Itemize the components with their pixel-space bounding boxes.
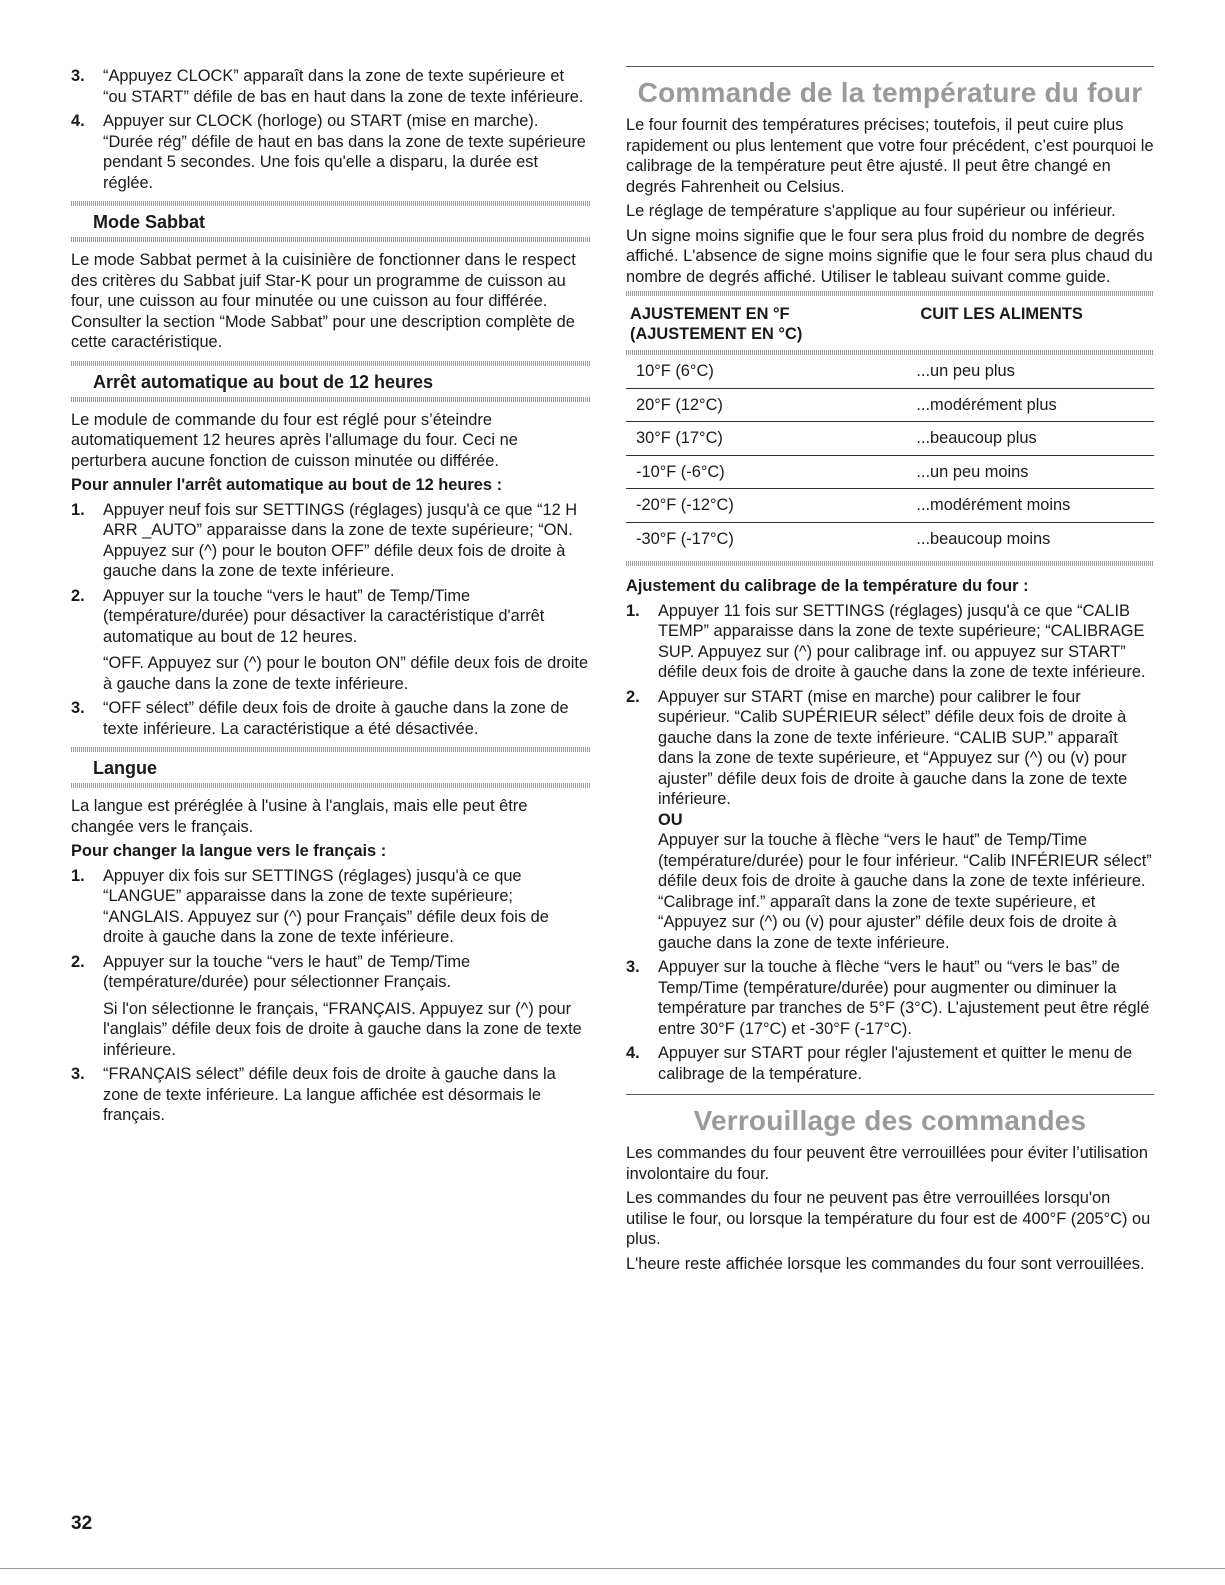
step-number: 3. <box>71 67 85 85</box>
step-number: 1. <box>71 866 85 885</box>
langue-subtitle: Pour changer la langue vers le français : <box>71 842 387 860</box>
table-row <box>626 489 1154 523</box>
divider <box>626 291 1154 296</box>
lock-paragraph-2: Les commandes du four ne peuvent pas être verrouillées lorsqu'on utilise le four, ou lorsque la température du four est de 400°F (205°C) ou plus. <box>626 1189 1151 1248</box>
table-row <box>626 388 1154 422</box>
table-row <box>626 355 1154 388</box>
langue-heading-block <box>71 747 591 788</box>
calibration-subtitle: Ajustement du calibrage de la température du four : <box>626 577 1029 595</box>
list-item <box>71 111 591 193</box>
sabbat-heading: Mode Sabbat <box>93 212 206 232</box>
step-number: 1. <box>71 500 85 519</box>
right-column <box>626 66 1154 1278</box>
table-header-row <box>626 304 1154 350</box>
lock-paragraph-3: L'heure reste affichée lorsque les commandes du four sont verrouillées. <box>626 1254 1145 1273</box>
list-item <box>71 66 591 107</box>
list-item <box>71 1064 591 1126</box>
section-rule <box>626 66 1154 67</box>
list-item <box>626 957 1154 1039</box>
step-alt-text: Appuyer sur la touche à flèche “vers le haut” de Temp/Time (température/durée) pour le four inférieur. “Calib INFÉRIEUR sélect” défile deux fois de droite à gauche dans la zone de texte inférieure. “Calibrage inf.” apparaît dans la zone de texte supérieure, et “Appuyez sur (^) ou (v) pour ajuster” défile deux fois de droite à gauche dans la zone de texte inférieure. <box>658 831 1152 952</box>
step-text: “OFF sélect” défile deux fois de droite à gauche dans la zone de texte inférieure. La caractéristique a été désactivée. <box>103 699 569 738</box>
list-item <box>71 952 591 1061</box>
divider <box>71 783 591 788</box>
step-text: “Appuyez CLOCK” apparaît dans la zone de texte supérieure et “ou START” défile de bas en haut dans la zone de texte inférieure. <box>103 67 584 106</box>
langue-steps <box>71 866 591 1126</box>
cell-food: ...modérément plus <box>916 388 1154 422</box>
cell-food: ...beaucoup moins <box>916 529 1051 548</box>
list-item <box>71 586 591 695</box>
step-number: 2. <box>71 952 85 971</box>
list-item <box>626 601 1154 683</box>
step-number: 2. <box>71 586 85 605</box>
step-number: 1. <box>626 601 640 620</box>
step-text: Appuyer neuf fois sur SETTINGS (réglages) jusqu'à ce que “12 H ARR _AUTO” apparaisse dans la zone de texte supérieure; “ON. Appuyez sur (^) pour le bouton OFF” défile deux fois de droite à gauche dans la zone de texte inférieure. <box>103 500 578 580</box>
step-text: Appuyer sur la touche “vers le haut” de Temp/Time (température/durée) pour désactiver la caractéristique d'arrêt automatique au bout de 12 heures. <box>103 586 545 646</box>
step-text: Appuyer 11 fois sur SETTINGS (réglages) jusqu'à ce que “CALIB TEMP” apparaisse dans la zone de texte supérieure; “CALIBRAGE SUP. Appuyez sur (^) pour calibrage inf. ou appuyez sur START” défile deux fois de droite à gauche dans la zone de texte inférieure. <box>658 601 1146 681</box>
step-text: “FRANÇAIS sélect” défile deux fois de droite à gauche dans la zone de texte inférieure. La langue affichée est désormais le français. <box>103 1065 556 1124</box>
step-number: 3. <box>71 699 85 717</box>
table-header-food: CUIT LES ALIMENTS <box>920 305 1083 323</box>
table-row <box>626 455 1154 489</box>
cell-adjustment: -20°F (-12°C) <box>626 489 916 523</box>
step-subtext: Si l'on sélectionne le français, “FRANÇAIS. Appuyez sur (^) pour l'anglais” défile deux fois de droite à gauche dans la zone de texte inférieure. <box>103 999 582 1059</box>
temp-paragraph-1: Le four fournit des températures précises; toutefois, il peut cuire plus rapidement ou plus lentement que votre four précédent, c’est pourquoi le calibrage de la température peut être ajusté. Il peut être changé en degrés Fahrenheit ou Celsius. <box>626 116 1154 196</box>
arret-heading: Arrêt automatique au bout de 12 heures <box>93 371 434 392</box>
arret-steps <box>71 500 591 740</box>
header-line-c: (AJUSTEMENT EN °C) <box>630 325 803 343</box>
calibration-steps <box>626 601 1154 1085</box>
divider <box>71 237 591 242</box>
step-text: Appuyer sur la touche “vers le haut” de Temp/Time (température/durée) pour sélectionner Français. <box>103 952 471 991</box>
step-subtext: “OFF. Appuyez sur (^) pour le bouton ON” défile deux fois de droite à gauche dans la zone de texte inférieure. <box>103 654 589 693</box>
table-row <box>626 422 1154 456</box>
step-number: 3. <box>71 1065 85 1083</box>
step-text: Appuyer sur la touche à flèche “vers le haut” ou “vers le bas” de Temp/Time (température/durée) pour augmenter ou diminuer la température par tranches de 5°F (3°C). L’ajustement peut être réglé entre 30°F (17°C) et -30°F (-17°C). <box>658 958 1150 1038</box>
step-text: Appuyer sur CLOCK (horloge) ou START (mise en marche). “Durée rég” défile de haut en bas dans la zone de texte supérieure pendant 5 secondes. Une fois qu'elle a disparu, la durée est réglée. <box>103 112 586 192</box>
arret-subtitle: Pour annuler l'arrêt automatique au bout de 12 heures : <box>71 476 503 494</box>
temp-section-title: Commande de la température du four <box>637 77 1143 108</box>
table-row <box>626 522 1154 555</box>
langue-heading: Langue <box>93 758 158 778</box>
sabbat-text: Le mode Sabbat permet à la cuisinière de fonctionner dans le respect des critères du Sabbat juif Star-K pour un programme de cuisson au four, une cuisson au four minutée ou une cuisson au four différée. Consulter la section “Mode Sabbat” pour une description complète de cette caractéristique. <box>71 251 576 351</box>
sabbat-heading-block <box>71 201 591 242</box>
cell-adjustment: -10°F (-6°C) <box>626 455 916 489</box>
calibration-table <box>626 304 1154 555</box>
or-label: OU <box>658 810 683 829</box>
section-rule <box>626 1094 1154 1095</box>
lock-paragraph-1: Les commandes du four peuvent être verrouillées pour éviter l’utilisation involontaire du four. <box>626 1144 1149 1183</box>
lock-section-title: Verrouillage des commandes <box>693 1105 1087 1136</box>
step-number: 4. <box>71 112 85 130</box>
list-item <box>71 866 591 948</box>
header-line-f: AJUSTEMENT EN °F <box>630 305 790 323</box>
divider <box>626 561 1154 566</box>
cell-food: ...un peu moins <box>916 455 1154 489</box>
temp-paragraph-3: Un signe moins signifie que le four sera plus froid du nombre de degrés affiché. L'absence de signe moins signifie que le four sera plus chaud du nombre de degrés affiché. Utiliser le tableau suivant comme guide. <box>626 226 1153 286</box>
cell-adjustment: 30°F (17°C) <box>626 422 916 456</box>
cell-food: ...beaucoup plus <box>916 422 1154 456</box>
step-number: 3. <box>626 958 640 976</box>
table-header-adjustment <box>626 304 916 350</box>
page-number: 32 <box>71 1513 93 1534</box>
cell-food: ...modérément moins <box>916 489 1154 523</box>
cell-adjustment: 10°F (6°C) <box>626 355 916 388</box>
left-column <box>71 66 591 1130</box>
step-text: Appuyer sur START pour régler l'ajustement et quitter le menu de calibrage de la température. <box>658 1044 1133 1083</box>
langue-text: La langue est préréglée à l'usine à l'anglais, mais elle peut être changée vers le français. <box>71 797 528 836</box>
arret-text: Le module de commande du four est réglé pour s’éteindre automatiquement 12 heures après l'allumage du four. Ceci ne perturbera aucune fonction de cuisson minutée ou différée. <box>71 410 518 470</box>
step-number: 2. <box>626 687 640 706</box>
list-item <box>626 1043 1154 1084</box>
cell-adjustment: 20°F (12°C) <box>626 388 916 422</box>
step-text: Appuyer sur START (mise en marche) pour calibrer le four supérieur. “Calib SUPÉRIEUR sélect” défile deux fois de droite à gauche dans la zone de texte inférieure. “CALIB SUP.” apparaît dans la zone de texte supérieure, et “Appuyez sur (^) ou (v) pour ajuster” défile deux fois de droite à gauche dans la zone de texte inférieure. <box>658 687 1128 808</box>
page-bottom-rule <box>0 1568 1225 1569</box>
step-number: 4. <box>626 1044 640 1062</box>
step-text: Appuyer dix fois sur SETTINGS (réglages) jusqu'à ce que “LANGUE” apparaisse dans la zone de texte supérieure; “ANGLAIS. Appuyez sur (^) pour Français” défile deux fois de droite à gauche dans la zone de texte inférieure. <box>103 866 549 946</box>
intro-steps <box>71 66 591 193</box>
cell-food: ...un peu plus <box>916 355 1154 388</box>
cell-adjustment: -30°F (-17°C) <box>636 529 734 548</box>
list-item <box>71 500 591 582</box>
divider <box>71 397 591 402</box>
list-item <box>71 698 591 739</box>
temp-paragraph-2: Le réglage de température s'applique au four supérieur ou inférieur. <box>626 202 1116 220</box>
list-item <box>626 687 1154 954</box>
arret-heading-block <box>71 361 591 402</box>
